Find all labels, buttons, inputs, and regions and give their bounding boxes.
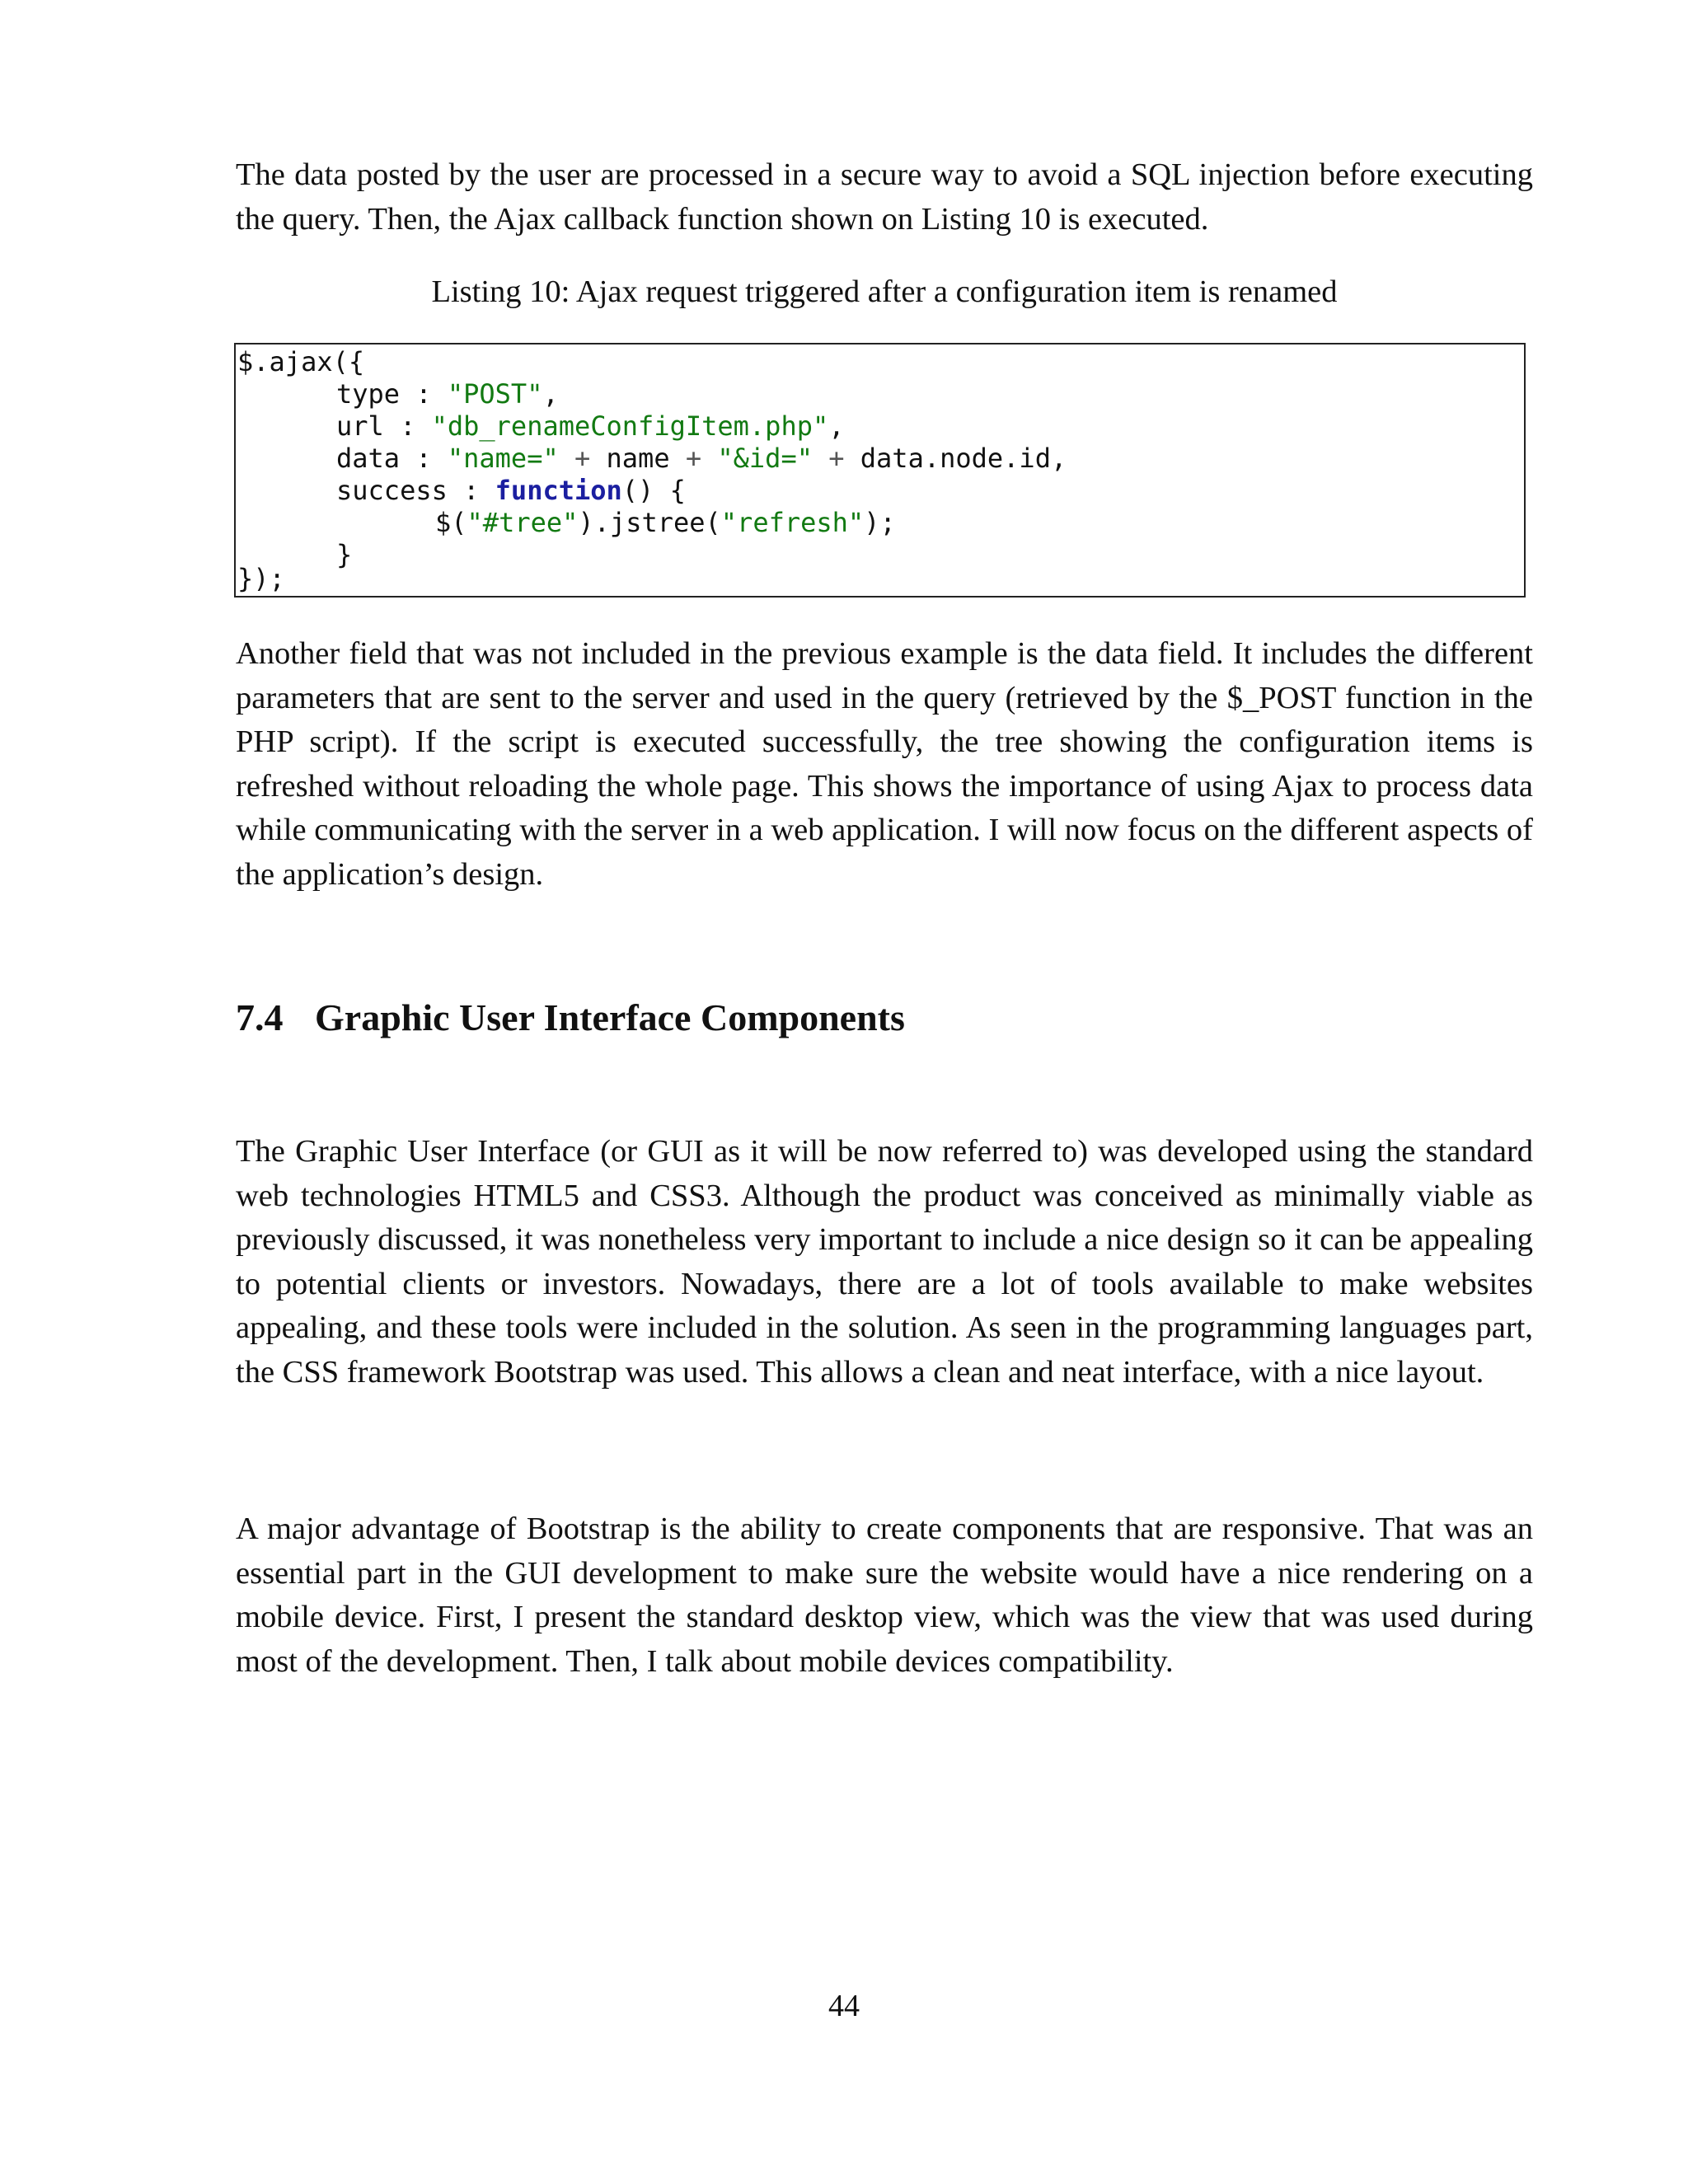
listing-caption: Listing 10: Ajax request triggered after a configuration item is renamed (431, 274, 1338, 309)
code-line-4: data : "name=" + name + "&id=" + data.node.id, (336, 443, 1067, 474)
paragraph-gui: The Graphic User Interface (or GUI as it will be now referred to) was developed using the standard web technologies HTML5 and CSS3. Although the product was conceived as minimally viable as previously discussed, it was nonetheless very important to include a nice design so it can be appealing to potential clients or investors. Nowadays, there are a lot of tools available to make websites appealing, and these tools were included in the solution. As seen in the programming languages part, the CSS framework Bootstrap was used. This allows a clean and neat interface, with a nice layout. (236, 1134, 1533, 1390)
intro-paragraph: The data posted by the user are processed in a secure way to avoid a SQL injection before executing the query. Then, the Ajax callback function shown on Listing 10 is executed. (236, 157, 1533, 237)
code-line-6: $("#tree").jstree("refresh"); (435, 507, 896, 538)
code-line-7: } (336, 539, 353, 570)
code-line-3: url : "db_renameConfigItem.php", (336, 410, 845, 442)
code-line-1: $.ajax({ (237, 346, 365, 377)
code-listing (234, 343, 1526, 598)
section-heading (236, 994, 905, 1042)
paragraph-bootstrap: A major advantage of Bootstrap is the ability to create components that are responsive. That was an essential part in the GUI development to make sure the website would have a nice rendering on a mobile device. First, I present the standard desktop view, which was the view that was used during most of the development. Then, I talk about mobile devices compatibility. (236, 1511, 1533, 1679)
code-line-5: success : function() { (336, 475, 686, 506)
code-line-8: }); (237, 563, 285, 594)
section-number: 7.4 (236, 996, 284, 1038)
page-number: 44 (828, 1989, 860, 2023)
paragraph-after-listing: Another field that was not included in the previous example is the data field. It includes the different parameters that are sent to the server and used in the query (retrieved by the $_POST function in the PHP script). If the script is executed successfully, the tree showing the configuration items is refreshed without reloading the whole page. This shows the importance of using Ajax to process data while communicating with the server in a web application. I will now focus on the different aspects of the application’s design. (236, 636, 1533, 892)
code-line-2: type : "POST", (336, 378, 559, 410)
section-title: Graphic User Interface Components (315, 996, 905, 1038)
